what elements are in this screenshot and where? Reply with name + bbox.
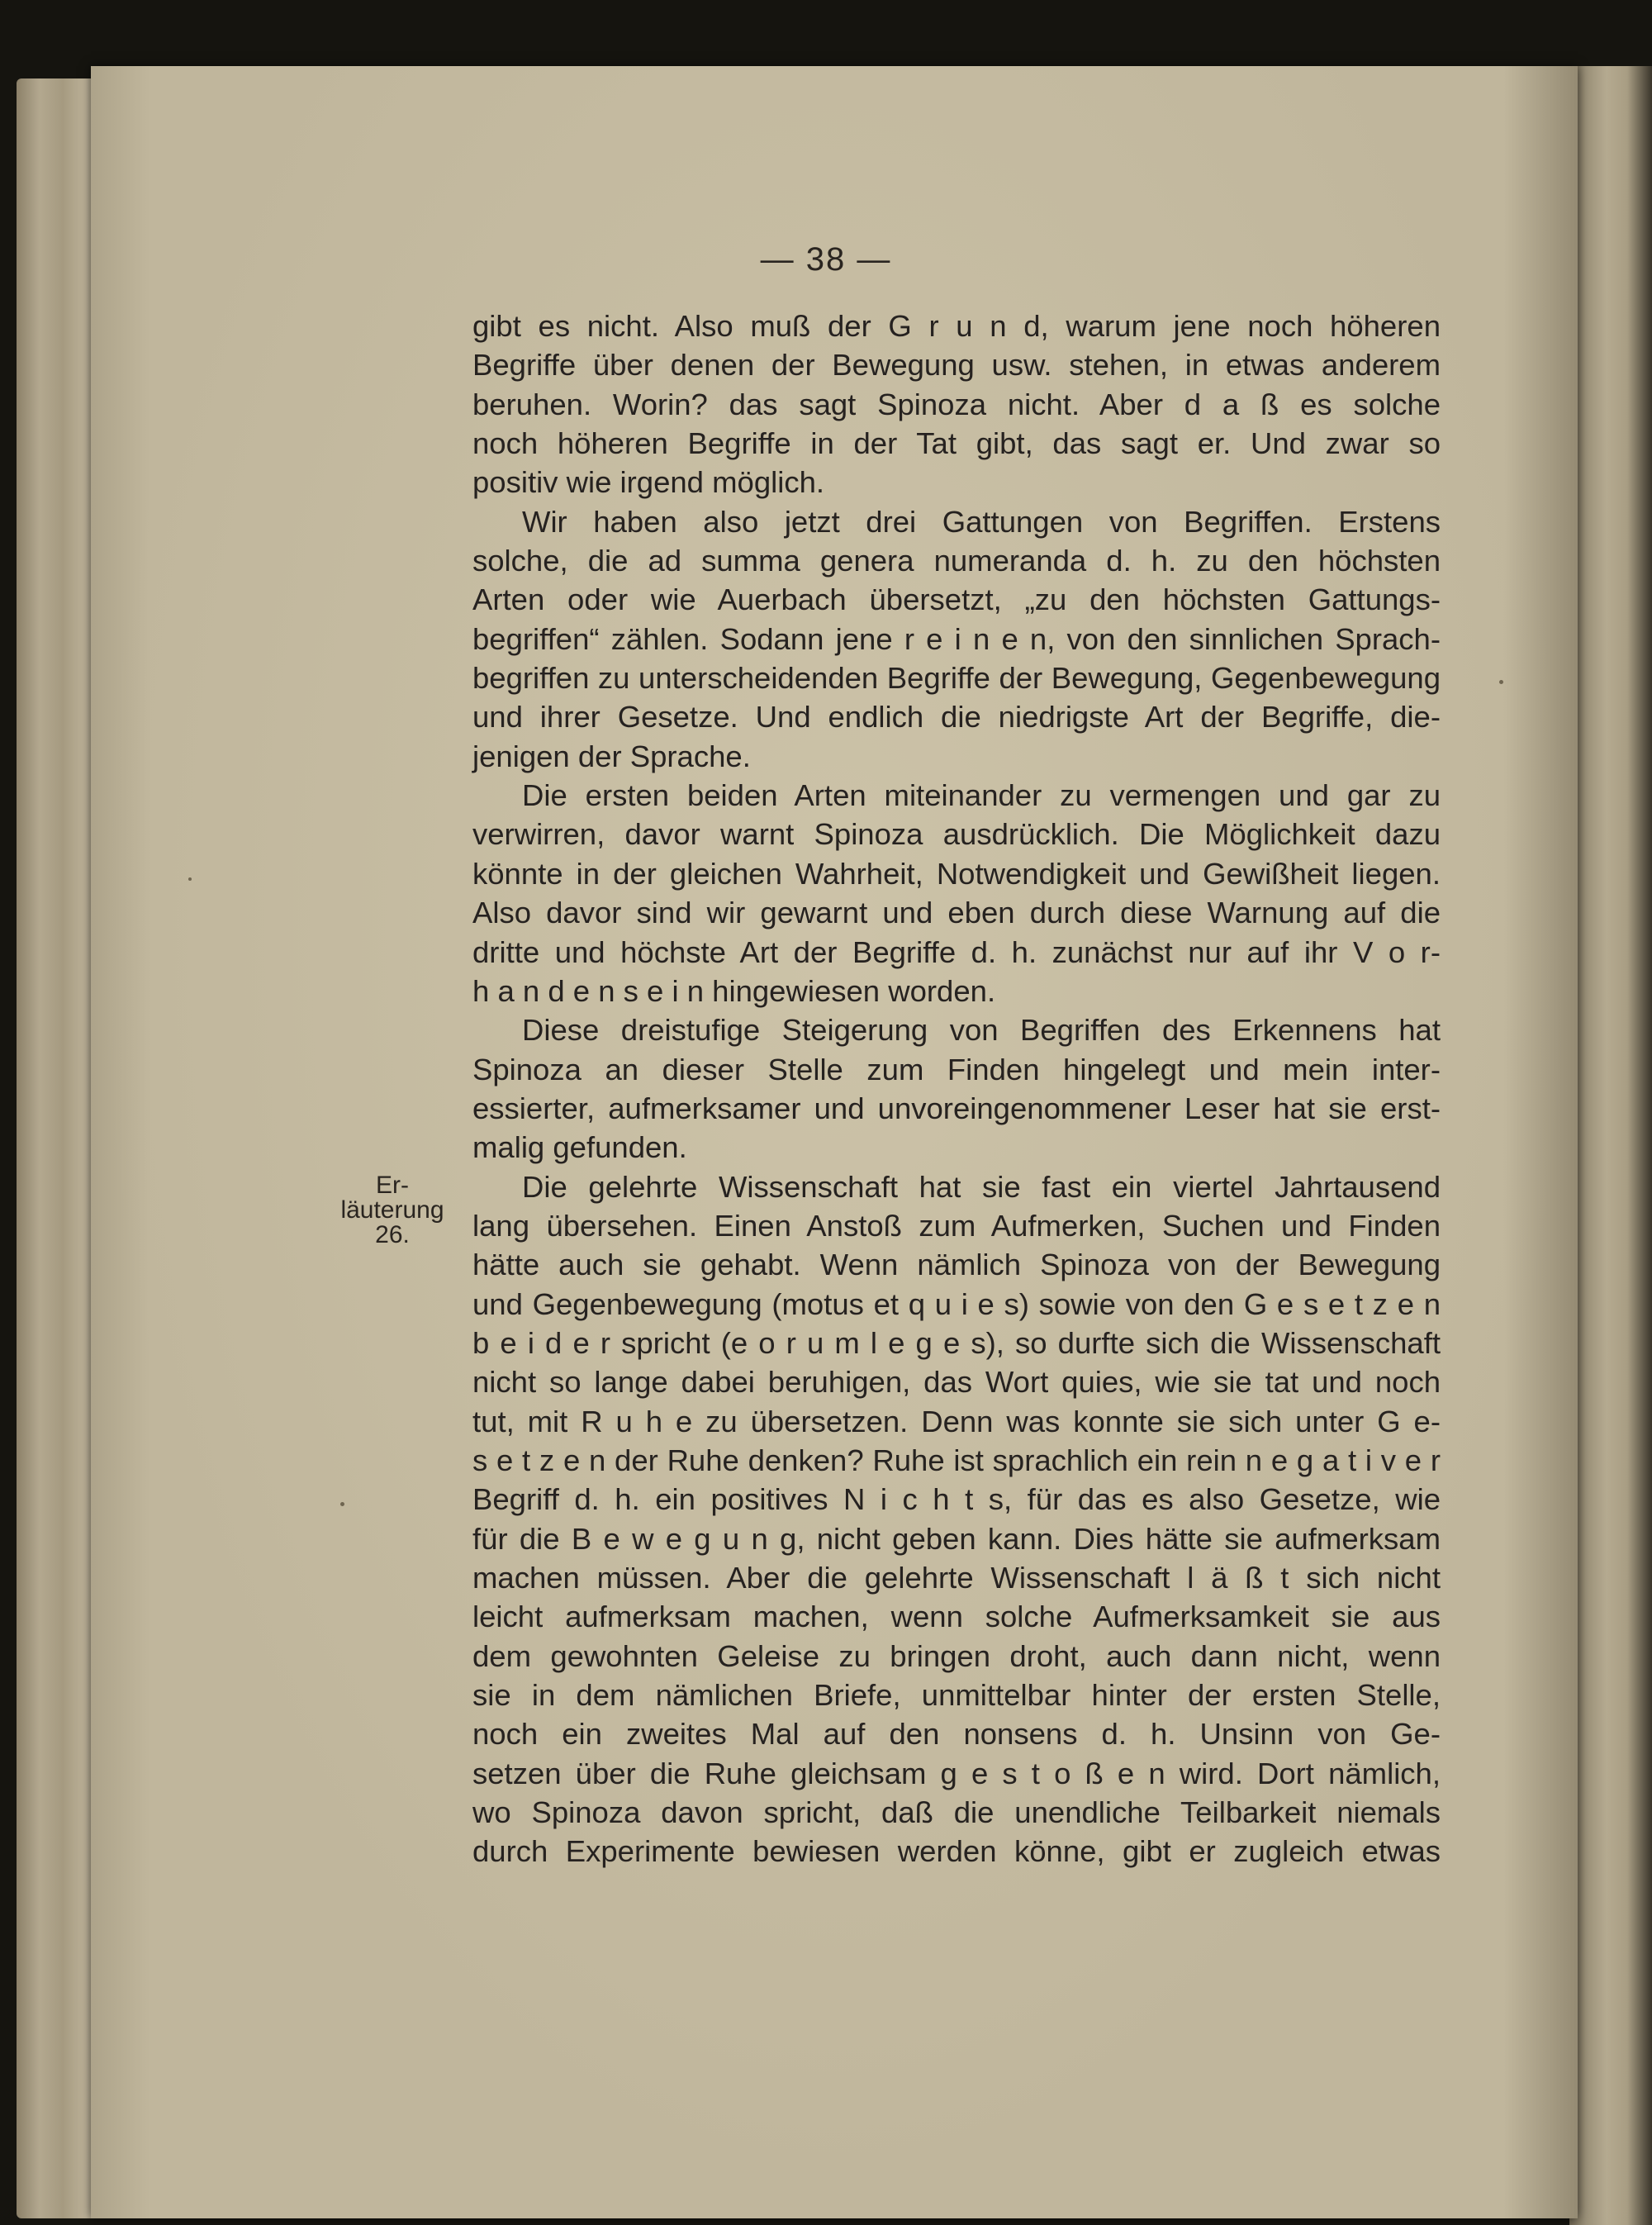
text-line: dritte und höchste Art der Begriffe d. h. zunächst nur auf ihr V o r-: [472, 934, 1441, 969]
text-line: noch ein zweites Mal auf den nonsens d. h. Unsinn von Ge-: [472, 1717, 1441, 1752]
text-line: dem gewohnten Geleise zu bringen droht, auch dann nicht, wenn: [472, 1638, 1441, 1673]
text-line: begriffen zu unterscheidenden Begriffe der Bewegung, Gegenbewegung: [472, 661, 1441, 696]
text-line: machen müssen. Aber die gelehrte Wissenschaft l ä ß t sich nicht: [472, 1561, 1441, 1595]
text-line: Die ersten beiden Arten miteinander zu vermengen und gar zu: [522, 778, 1441, 813]
page-number: — 38 —: [760, 241, 892, 278]
text-line: gibt es nicht. Also muß der G r u n d, warum jene noch höheren: [472, 309, 1441, 343]
text-line: b e i d e r spricht (e o r u m l e g e s), so durfte sich die Wissenschaft: [472, 1325, 1441, 1360]
text-line: hätte auch sie gehabt. Wenn nämlich Spinoza von der Bewegung: [472, 1248, 1441, 1282]
text-line: lang übersehen. Einen Anstoß zum Aufmerken, Suchen und Finden: [472, 1208, 1441, 1243]
text-line: malig gefunden.: [472, 1130, 687, 1165]
paper-speck: [340, 1502, 344, 1506]
text-line: noch höheren Begriffe in der Tat gibt, das sagt er. Und zwar so: [472, 426, 1441, 461]
text-line: Spinoza an dieser Stelle zum Finden hingelegt und mein inter-: [472, 1052, 1441, 1086]
text-line: Arten oder wie Auerbach übersetzt, „zu den höchsten Gattungs-: [472, 582, 1441, 617]
text-line: Begriffe über denen der Bewegung usw. stehen, in etwas anderem: [472, 348, 1441, 383]
text-line: Begriff d. h. ein positives N i c h t s, für das es also Gesetze, wie: [472, 1482, 1441, 1517]
text-line: leicht aufmerksam machen, wenn solche Aufmerksamkeit sie aus: [472, 1600, 1441, 1634]
text-line: Diese dreistufige Steigerung von Begriffen des Erkennens hat: [522, 1013, 1441, 1048]
text-line: und Gegenbewegung (motus et q u i e s) sowie von den G e s e t z e n: [472, 1286, 1441, 1321]
text-line: nicht so lange dabei beruhigen, das Wort quies, wie sie tat und noch: [472, 1365, 1441, 1400]
text-line: Wir haben also jetzt drei Gattungen von Begriffen. Erstens: [522, 504, 1441, 539]
text-line: durch Experimente bewiesen werden könne, gibt er zugleich etwas: [472, 1834, 1441, 1869]
text-line: jenigen der Sprache.: [472, 739, 751, 773]
text-line: Also davor sind wir gewarnt und eben durch diese Warnung auf die: [472, 896, 1441, 930]
text-line: solche, die ad summa genera numeranda d. h. zu den höchsten: [472, 544, 1441, 578]
margin-note-line: Er-: [376, 1172, 409, 1199]
text-line: für die B e w e g u n g, nicht geben kann. Dies hätte sie aufmerksam: [472, 1521, 1441, 1556]
margin-note-line: 26.: [375, 1221, 410, 1248]
text-line: sie in dem nämlichen Briefe, unmittelbar hinter der ersten Stelle,: [472, 1678, 1441, 1713]
text-line: begriffen“ zählen. Sodann jene r e i n e n, von den sinnlichen Sprach-: [472, 621, 1441, 656]
text-line: und ihrer Gesetze. Und endlich die niedrigste Art der Begriffe, die-: [472, 700, 1441, 735]
text-line: könnte in der gleichen Wahrheit, Notwendigkeit und Gewißheit liegen.: [472, 856, 1441, 891]
margin-note-line: läuterung: [340, 1196, 444, 1224]
margin-note: [330, 1173, 454, 1248]
text-line: essierter, aufmerksamer und unvoreingenommener Leser hat sie erst-: [472, 1091, 1441, 1125]
text-line: verwirren, davor warnt Spinoza ausdrücklich. Die Möglichkeit dazu: [472, 817, 1441, 852]
text-line: wo Spinoza davon spricht, daß die unendliche Teilbarkeit niemals: [472, 1795, 1441, 1830]
text-line: Die gelehrte Wissenschaft hat sie fast ein viertel Jahrtausend: [522, 1169, 1441, 1204]
text-line: tut, mit R u h e zu übersetzen. Denn was konnte sie sich unter G e-: [472, 1404, 1441, 1438]
body-text: [472, 307, 1441, 1871]
text-line: h a n d e n s e i n hingewiesen worden.: [472, 973, 996, 1008]
text-line: s e t z e n der Ruhe denken? Ruhe ist sprachlich ein rein n e g a t i v e r: [472, 1443, 1441, 1477]
paper-speck: [188, 877, 192, 881]
paper-speck: [1499, 680, 1503, 684]
text-line: positiv wie irgend möglich.: [472, 465, 825, 500]
facing-page-edge: [1569, 66, 1652, 2225]
text-line: setzen über die Ruhe gleichsam g e s t o ß e n wird. Dort nämlich,: [472, 1756, 1441, 1790]
text-line: beruhen. Worin? das sagt Spinoza nicht. Aber d a ß es solche: [472, 387, 1441, 421]
